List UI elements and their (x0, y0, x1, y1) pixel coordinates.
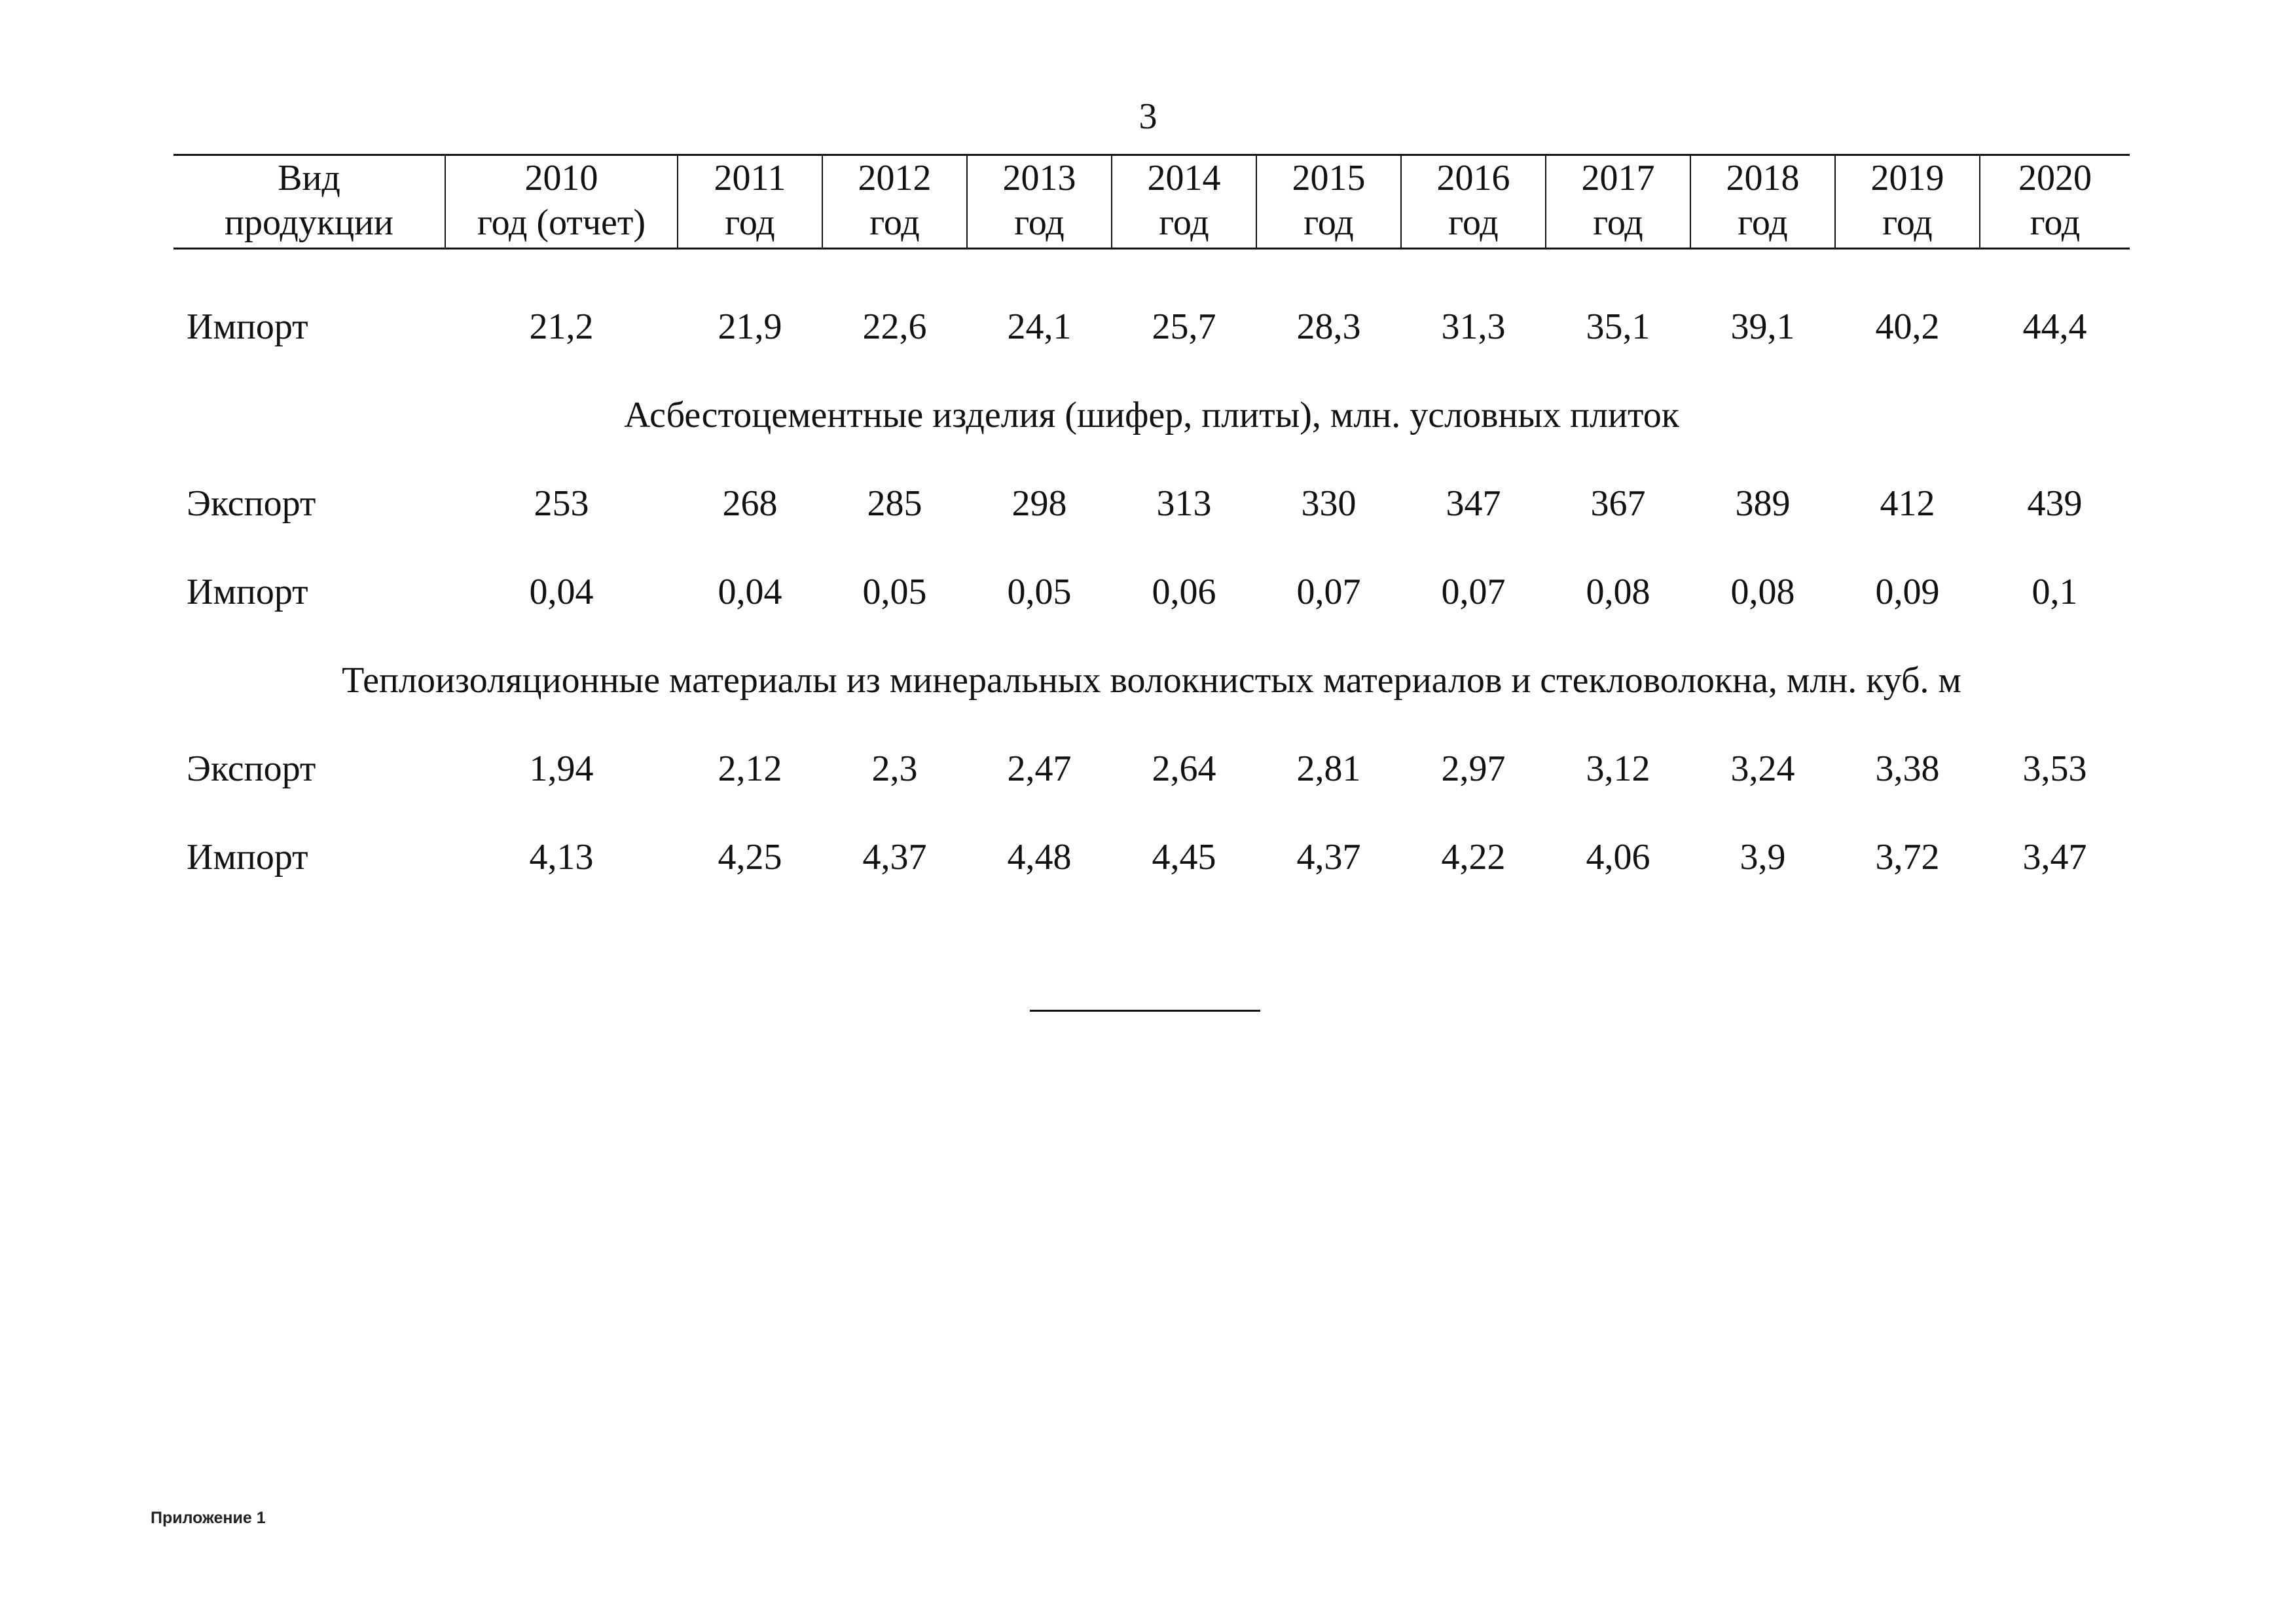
header-year-2017 (1546, 155, 1690, 249)
cell-2011: 268 (722, 483, 778, 524)
cell-2017: 4,06 (1586, 836, 1650, 877)
header-year-label: год (отчет) (477, 202, 646, 243)
cell-2019: 40,2 (1875, 306, 1940, 347)
header-year-2012 (822, 155, 967, 249)
cell-2010: 1,94 (529, 748, 594, 789)
cell-2014: 2,64 (1152, 748, 1216, 789)
header-product-line2: продукции (225, 202, 393, 243)
header-year-2018 (1690, 155, 1835, 249)
cell-2018: 0,08 (1730, 571, 1795, 612)
cell-2019: 3,72 (1875, 836, 1940, 877)
cell-2014: 313 (1156, 483, 1212, 524)
header-year-label: год (869, 202, 920, 243)
section-title: Теплоизоляционные материалы из минеральных волокнистых материалов и стекловолокна, млн. куб. м (342, 659, 1961, 701)
row-label: Экспорт (187, 483, 316, 524)
header-year-label: год (1448, 202, 1499, 243)
header-year-label: год (2030, 202, 2081, 243)
cell-2012: 4,37 (862, 836, 927, 877)
forecast-table-container (173, 154, 2130, 901)
cell-2013: 0,05 (1007, 571, 1072, 612)
cell-2016: 347 (1446, 483, 1501, 524)
cell-2012: 2,3 (871, 748, 918, 789)
cell-2014: 25,7 (1152, 306, 1216, 347)
cell-2017: 35,1 (1586, 306, 1650, 347)
header-year-2014 (1112, 155, 1256, 249)
header-year-value: 2017 (1581, 158, 1655, 198)
header-year-2015 (1256, 155, 1401, 249)
cell-2011: 21,9 (718, 306, 782, 347)
cell-2016: 31,3 (1441, 306, 1506, 347)
row-label: Импорт (187, 571, 308, 612)
cell-2018: 389 (1735, 483, 1791, 524)
cell-2020: 3,53 (2022, 748, 2087, 789)
table-row-insulation-export (173, 724, 2130, 813)
cell-2010: 21,2 (529, 306, 594, 347)
cell-2012: 22,6 (862, 306, 927, 347)
section-title: Асбестоцементные изделия (шифер, плиты), млн. условных плиток (624, 394, 1679, 435)
cell-2015: 4,37 (1296, 836, 1361, 877)
cell-2011: 2,12 (718, 748, 782, 789)
cell-2017: 367 (1590, 483, 1646, 524)
header-year-label: год (1303, 202, 1354, 243)
cell-2013: 24,1 (1007, 306, 1072, 347)
row-label: Экспорт (187, 748, 316, 789)
row-label: Импорт (187, 836, 308, 877)
table-row-asbestos-export (173, 459, 2130, 547)
cell-2011: 4,25 (718, 836, 782, 877)
header-year-2011 (678, 155, 822, 249)
forecast-table (173, 154, 2130, 901)
header-year-value: 2014 (1147, 158, 1221, 198)
cell-2013: 4,48 (1007, 836, 1072, 877)
table-row-insulation-import (173, 813, 2130, 901)
header-year-2013 (967, 155, 1112, 249)
cell-2019: 0,09 (1875, 571, 1940, 612)
header-year-value: 2018 (1726, 158, 1800, 198)
cell-2010: 4,13 (529, 836, 594, 877)
table-header-row (173, 155, 2130, 249)
cell-2020: 439 (2027, 483, 2083, 524)
header-year-label: год (725, 202, 775, 243)
header-year-value: 2012 (858, 158, 932, 198)
cell-2017: 0,08 (1586, 571, 1650, 612)
page-number: 3 (1139, 96, 1157, 137)
cell-2012: 0,05 (862, 571, 927, 612)
cell-2020: 0,1 (2032, 571, 2078, 612)
header-year-2010 (445, 155, 678, 249)
cell-2012: 285 (867, 483, 922, 524)
header-product-type (173, 155, 445, 249)
table-row-import-continued (173, 282, 2130, 371)
cell-2014: 0,06 (1152, 571, 1216, 612)
header-year-value: 2016 (1436, 158, 1510, 198)
cell-2013: 2,47 (1007, 748, 1072, 789)
cell-2019: 412 (1880, 483, 1935, 524)
section-title-asbestos-cement (173, 371, 2130, 459)
header-year-2020 (1980, 155, 2130, 249)
header-year-label: год (1159, 202, 1209, 243)
cell-2013: 298 (1011, 483, 1067, 524)
cell-2018: 3,9 (1740, 836, 1786, 877)
header-year-value: 2020 (2018, 158, 2092, 198)
cell-2015: 0,07 (1296, 571, 1361, 612)
header-year-label: год (1014, 202, 1065, 243)
cell-2018: 39,1 (1730, 306, 1795, 347)
cell-2014: 4,45 (1152, 836, 1216, 877)
cell-2015: 2,81 (1296, 748, 1361, 789)
cell-2019: 3,38 (1875, 748, 1940, 789)
header-year-label: год (1593, 202, 1643, 243)
header-year-2016 (1401, 155, 1546, 249)
header-year-value: 2013 (1002, 158, 1076, 198)
cell-2018: 3,24 (1730, 748, 1795, 789)
header-product-line1: Вид (278, 158, 340, 198)
table-row-asbestos-import (173, 547, 2130, 636)
cell-2015: 330 (1301, 483, 1357, 524)
header-year-label: год (1882, 202, 1933, 243)
cell-2020: 44,4 (2022, 306, 2087, 347)
cell-2017: 3,12 (1586, 748, 1650, 789)
section-title-insulation (173, 636, 2130, 724)
cell-2016: 0,07 (1441, 571, 1506, 612)
header-year-label: год (1738, 202, 1788, 243)
header-year-value: 2015 (1292, 158, 1366, 198)
cell-2016: 4,22 (1441, 836, 1506, 877)
row-label: Импорт (187, 306, 308, 347)
cell-2010: 0,04 (529, 571, 594, 612)
cell-2020: 3,47 (2022, 836, 2087, 877)
header-year-value: 2011 (714, 158, 786, 198)
cell-2010: 253 (534, 483, 589, 524)
table-spacer (173, 249, 2130, 283)
appendix-footer-note: Приложение 1 (151, 1509, 266, 1527)
header-year-2019 (1835, 155, 1980, 249)
cell-2011: 0,04 (718, 571, 782, 612)
header-year-value: 2010 (524, 158, 598, 198)
end-divider-line (1030, 1010, 1260, 1012)
cell-2016: 2,97 (1441, 748, 1506, 789)
cell-2015: 28,3 (1296, 306, 1361, 347)
header-year-value: 2019 (1870, 158, 1944, 198)
